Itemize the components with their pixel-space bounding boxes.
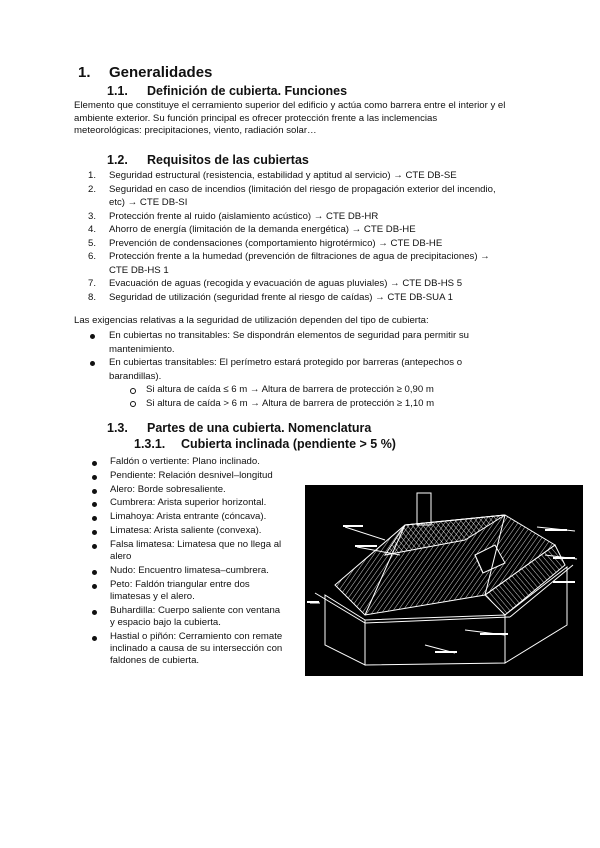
heading-1-generalidades bbox=[78, 64, 212, 81]
bullet-icon bbox=[92, 530, 97, 535]
heading-1-3-1 bbox=[134, 437, 396, 451]
bullet-icon bbox=[92, 475, 97, 480]
heading-1-3 bbox=[107, 421, 371, 435]
heading-number: 1.2. bbox=[107, 153, 128, 167]
sub-list-item: Si altura de caída > 6 m → Altura de barrera de protección ≥ 1,10 m bbox=[109, 397, 528, 411]
requirement-item: 6. Protección frente a la humedad (prevención de filtraciones de agua de precipitaciones) → CTE DB-HS 1 bbox=[88, 251, 490, 276]
requirements-list bbox=[88, 169, 528, 304]
definition-paragraph bbox=[74, 100, 534, 138]
heading-title: Generalidades bbox=[109, 64, 213, 81]
requirement-item: 8. Seguridad de utilización (seguridad frente al riesgo de caídas) → CTE DB-SUA 1 bbox=[88, 291, 453, 303]
roof-diagram-figure bbox=[305, 485, 583, 676]
bullet-icon bbox=[90, 361, 95, 366]
paragraph-line: ambiente exterior. Su función principal es ofrecer protección frente a las inclemencias bbox=[74, 112, 438, 124]
heading-title: Partes de una cubierta. Nomenclatura bbox=[147, 421, 372, 435]
circle-bullet-icon bbox=[130, 388, 136, 394]
requirement-item: 4. Ahorro de energía (limitación de la demanda energética) → CTE DB-HE bbox=[88, 224, 416, 235]
sub-list bbox=[109, 383, 528, 410]
bullet-icon bbox=[92, 584, 97, 589]
bullet-icon bbox=[92, 636, 97, 641]
list-item: Alero: Borde sobresaliente. bbox=[90, 484, 302, 496]
heading-title: Cubierta inclinada (pendiente > 5 %) bbox=[181, 437, 396, 451]
heading-title: Requisitos de las cubiertas bbox=[147, 153, 309, 167]
list-item: Buhardilla: Cuerpo saliente con ventana y espacio bajo la cubierta. bbox=[90, 605, 302, 630]
list-item: Pendiente: Relación desnivel–longitud bbox=[90, 470, 302, 482]
requirement-item: 3. Protección frente al ruido (aislamiento acústico) → CTE DB-HR bbox=[88, 210, 379, 222]
list-item: Faldón o vertiente: Plano inclinado. bbox=[90, 456, 302, 468]
heading-number: 1. bbox=[78, 64, 91, 81]
list-item: Nudo: Encuentro limatesa–cumbrera. bbox=[90, 565, 302, 577]
exigencias-intro: Las exigencias relativas a la seguridad de utilización dependen del tipo de cubierta: bbox=[74, 315, 429, 326]
heading-1-1 bbox=[107, 84, 347, 98]
circle-bullet-icon bbox=[130, 401, 136, 407]
bullet-icon bbox=[92, 489, 97, 494]
list-item: En cubiertas no transitables: Se dispondrán elementos de seguridad para permitir su mantenimiento. bbox=[88, 329, 528, 356]
heading-1-2 bbox=[107, 153, 309, 167]
paragraph-line: meteorológicas: precipitaciones, viento, radiación solar… bbox=[74, 125, 317, 136]
heading-number: 1.3. bbox=[107, 421, 128, 435]
requirement-item: 1. Seguridad estructural (resistencia, estabilidad y aptitud al servicio) → CTE DB-SE bbox=[88, 170, 457, 181]
requirement-item: 7. Evacuación de aguas (recogida y evacuación de aguas pluviales) → CTE DB-HS 5 bbox=[88, 278, 463, 289]
bullet-icon bbox=[92, 502, 97, 507]
list-item: Limahoya: Arista entrante (cóncava). bbox=[90, 511, 302, 523]
list-item: En cubiertas transitables: El perímetro estará protegido por barreras (antepechos o barandillas). Si altura de caída ≤ 6 m → Altura de barrera de protección ≥ 0,90 m Si altura de caída > 6 m → Altura de barrera de protección ≥ 1,10 m bbox=[88, 356, 528, 410]
heading-title: Definición de cubierta. Funciones bbox=[147, 84, 348, 98]
list-item: Falsa limatesa: Limatesa que no llega al alero bbox=[90, 539, 302, 564]
roof-diagram-drawing bbox=[305, 485, 583, 676]
list-item: Limatesa: Arista saliente (convexa). bbox=[90, 525, 302, 537]
list-item: Peto: Faldón triangular entre dos limatesas y el alero. bbox=[90, 579, 302, 604]
paragraph-line: Elemento que constituye el cerramiento superior del edificio y actúa como barrera entre el interior y el bbox=[74, 100, 506, 111]
heading-number: 1.3.1. bbox=[134, 437, 166, 451]
heading-number: 1.1. bbox=[107, 84, 128, 98]
bullet-icon bbox=[92, 461, 97, 466]
requirement-item: 5. Prevención de condensaciones (comportamiento higrotérmico) → CTE DB-HE bbox=[88, 237, 443, 249]
list-item: Hastial o piñón: Cerramiento con remate inclinado a causa de su intersección con faldones de cubierta. bbox=[90, 631, 302, 668]
bullet-icon bbox=[92, 516, 97, 521]
bullet-icon bbox=[90, 334, 95, 339]
requirement-item: 2. Seguridad en caso de incendios (limitación del riesgo de propagación exterior del incendio, etc) → CTE DB-SI bbox=[88, 183, 496, 208]
bullet-icon bbox=[92, 544, 97, 549]
exigencias-list bbox=[88, 329, 528, 410]
sub-list-item: Si altura de caída ≤ 6 m → Altura de barrera de protección ≥ 0,90 m bbox=[109, 383, 528, 397]
bullet-icon bbox=[92, 570, 97, 575]
roof-parts-list bbox=[90, 456, 302, 669]
list-item: Cumbrera: Arista superior horizontal. bbox=[90, 497, 302, 509]
bullet-icon bbox=[92, 610, 97, 615]
